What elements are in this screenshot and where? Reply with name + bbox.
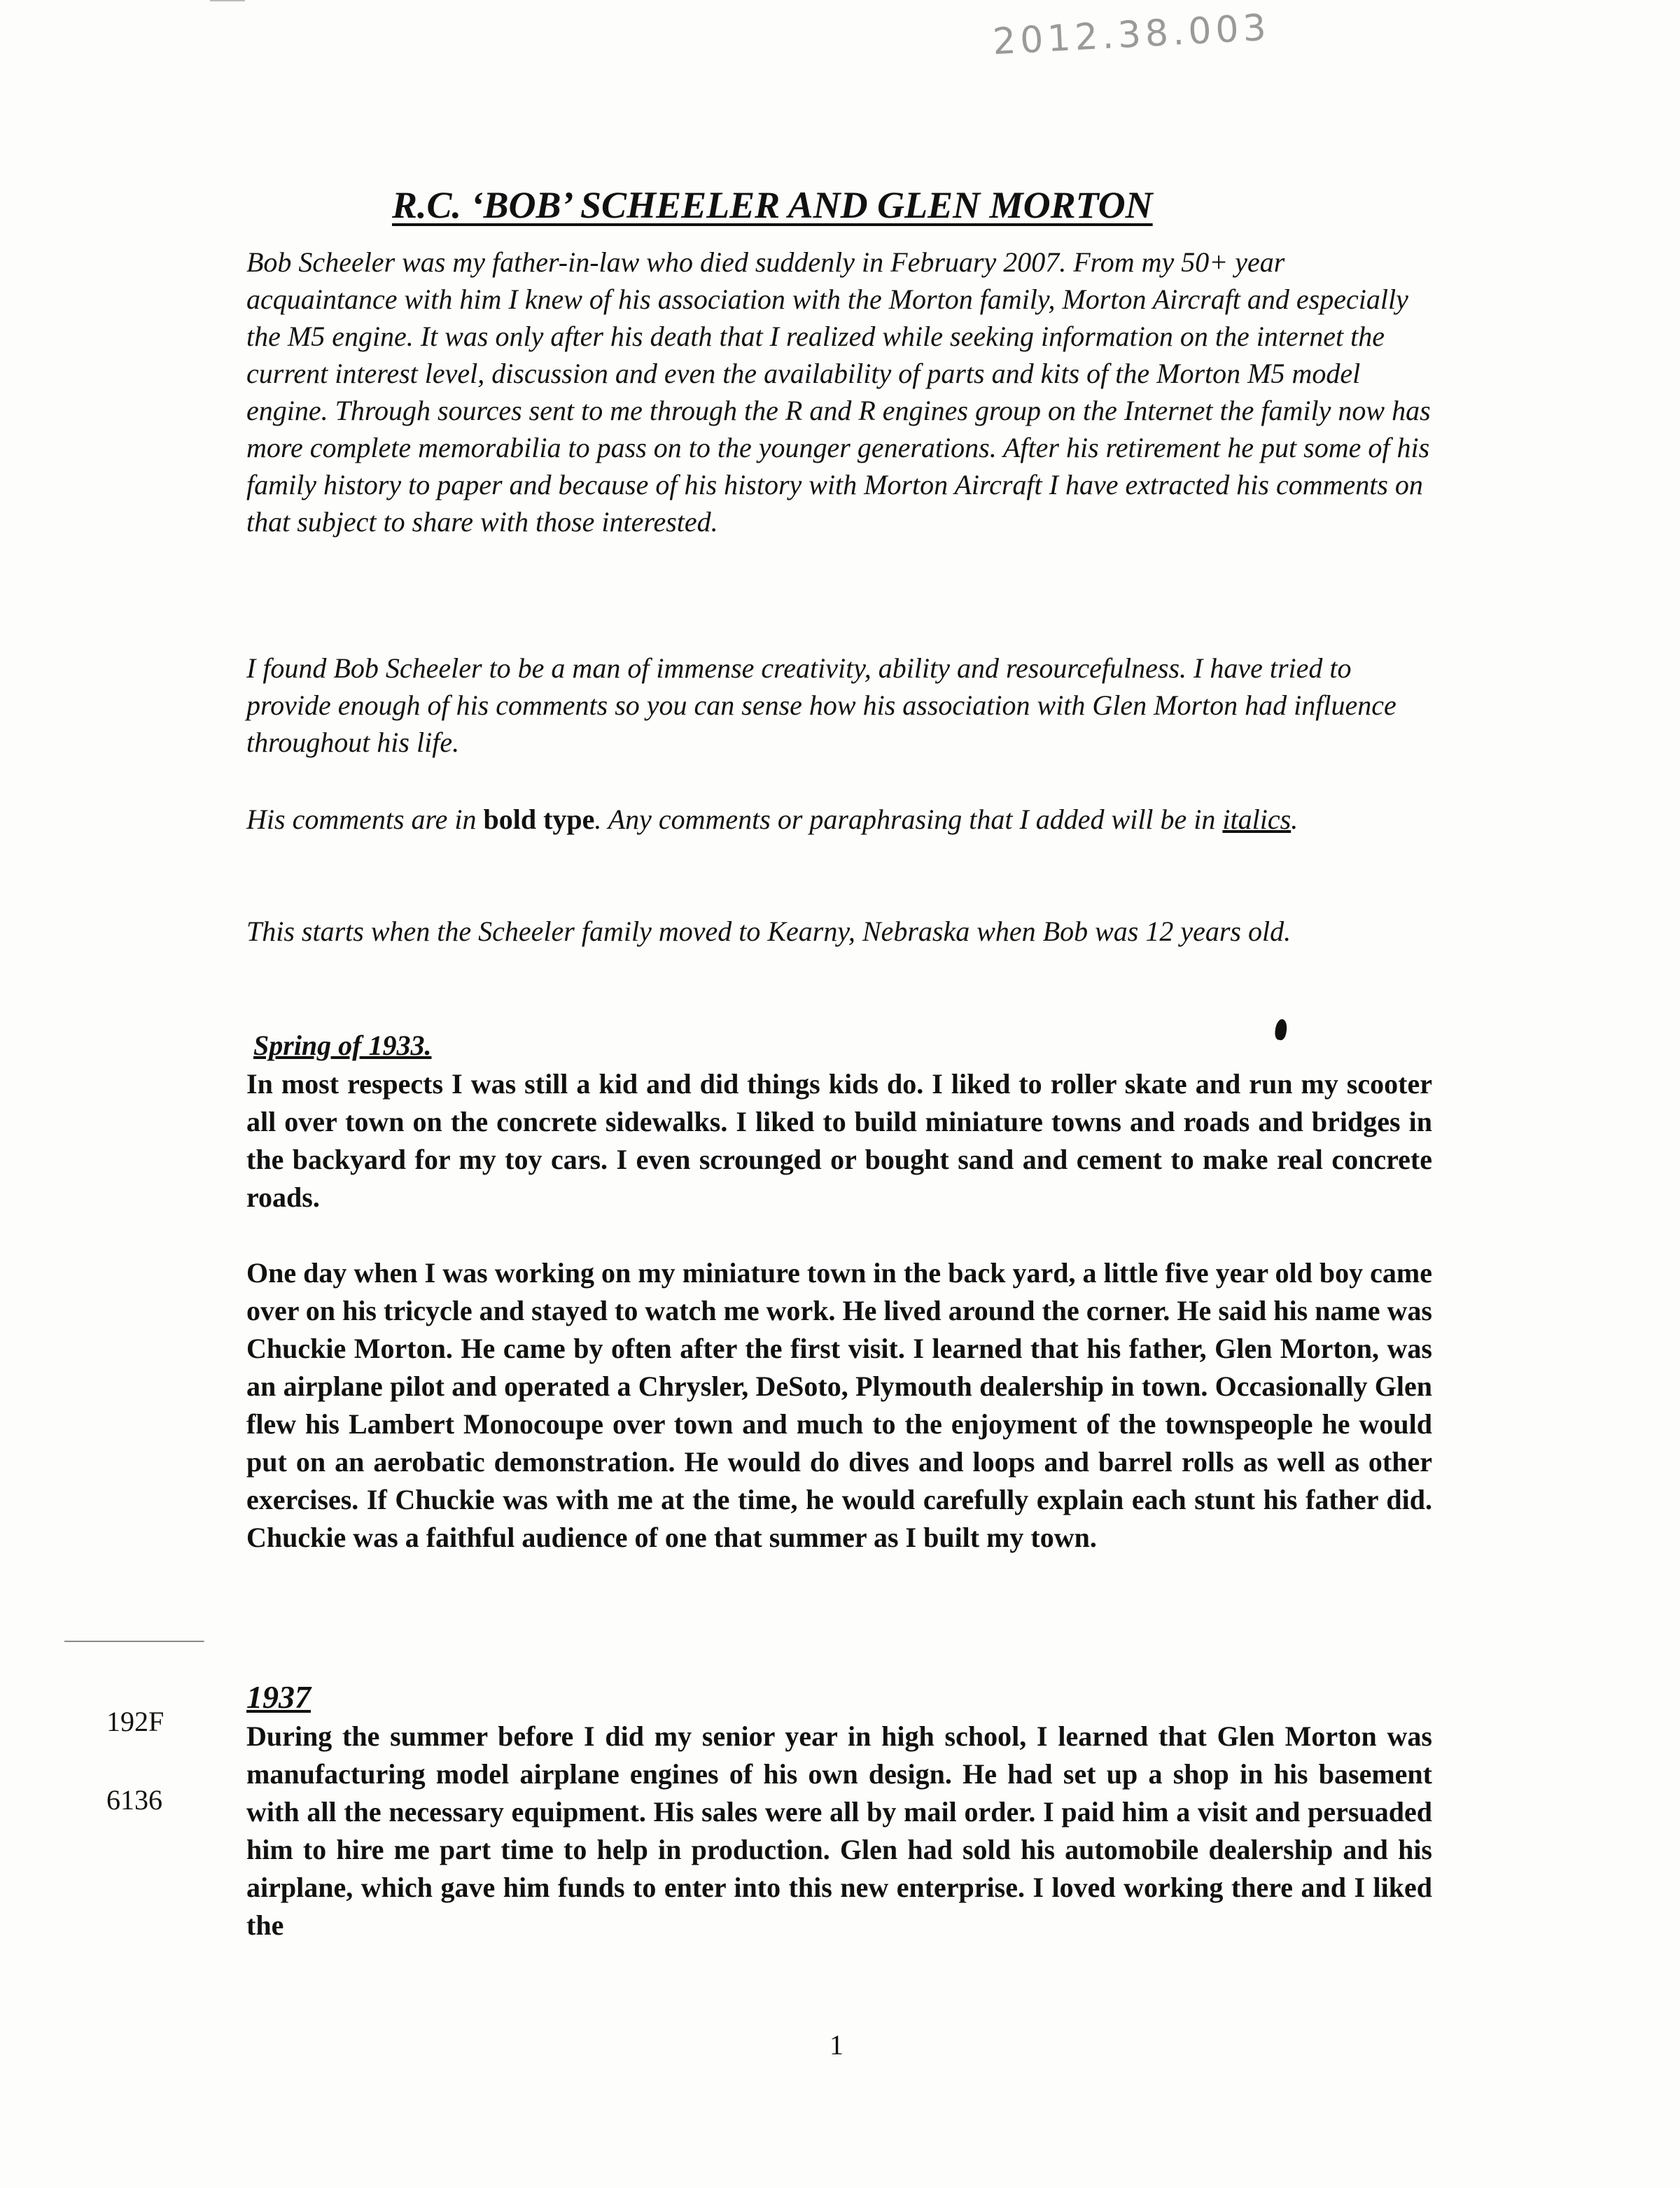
intro-p3-text-b: . Any comments or paraphrasing that I added will be in [594,804,1223,835]
scan-edge-mark [210,0,245,1]
italics-sample: italics [1222,804,1292,835]
spring-paragraph-1: In most respects I was still a kid and did things kids do. I liked to roller skate and run my scooter all over town on the concrete sidewalks. I liked to build miniature towns and roads and bridges in the backyard for my toy cars. I even scrounged or bought sand and cement to make real concrete roads. [246,1068,1432,1213]
spring-paragraph-2: One day when I was working on my miniature town in the back yard, a little five year old boy came over on his tricycle and stayed to watch me work. He lived around the corner. He said his name was Chuckie Morton. He came by often after the first visit. I learned that his father, Glen Morton, was an airplane pilot and operated a Chrysler, DeSoto, Plymouth dealership in town. Occasionally Glen flew his Lambert Monocoupe over town and much to the enjoyment of the townspeople he would put on an aerobatic demonstration. He would do dives and loops and barrel rolls as well as other exercises. If Chuckie was with me at the time, he would carefully explain each stunt his father did. Chuckie was a faithful audience of one that summer as I built my town. [246,1257,1432,1553]
document-title: R.C. ‘BOB’ SCHEELER AND GLEN MORTON [392,184,1153,226]
y1937-paragraph-1: During the summer before I did my senior year in high school, I learned that Glen Morton was manufacturing model airplane engines of his own design. He had set up a shop in his basement with all the necessary equipment. His sales were all by mail order. I paid him a visit and persuaded him to hire me part time to help in production. Glen had sold his automobile dealership and his airplane, which gave him funds to enter into this new enterprise. I loved working there and I liked the [246,1720,1432,1941]
page-number: 1 [830,2029,844,2061]
ink-mark-icon [1274,1018,1288,1041]
intro-paragraph-3 [246,801,1436,838]
intro-p3-text-end: . [1291,804,1298,835]
margin-line [64,1641,204,1642]
margin-note-2: 6136 [106,1784,162,1816]
margin-note-1: 192F [106,1706,164,1737]
intro-paragraph-2: I found Bob Scheeler to be a man of immense creativity, ability and resourcefulness. I have tried to provide enough of his comments so you can sense how his association with Glen Morton had influence throughout his life. [246,652,1396,758]
intro-paragraph-4: This starts when the Scheeler family moved to Kearny, Nebraska when Bob was 12 years old. [246,916,1292,947]
intro-paragraph-1: Bob Scheeler was my father-in-law who died suddenly in February 2007. From my 50+ year acquaintance with him I knew of his association with the Morton family, Morton Aircraft and especially the M5 engine. It was only after his death that I realized while seeking information on the internet the current interest level, discussion and even the availability of parts and kits of the Morton M5 model engine. Through sources sent to me through the R and R engines group on the Internet the family now has more complete memorabilia to pass on to the younger generations. After his retirement he put some of his family history to paper and because of his history with Morton Aircraft I have extracted his comments on that subject to share with those interested. [246,246,1431,538]
accession-number: 2012.38.003 [991,6,1272,64]
section-heading-1937: 1937 [246,1679,311,1715]
bold-type-sample: bold type [483,804,595,835]
section-heading-spring-1933: Spring of 1933. [253,1030,432,1061]
intro-p3-text-a: His comments are in [246,804,484,835]
